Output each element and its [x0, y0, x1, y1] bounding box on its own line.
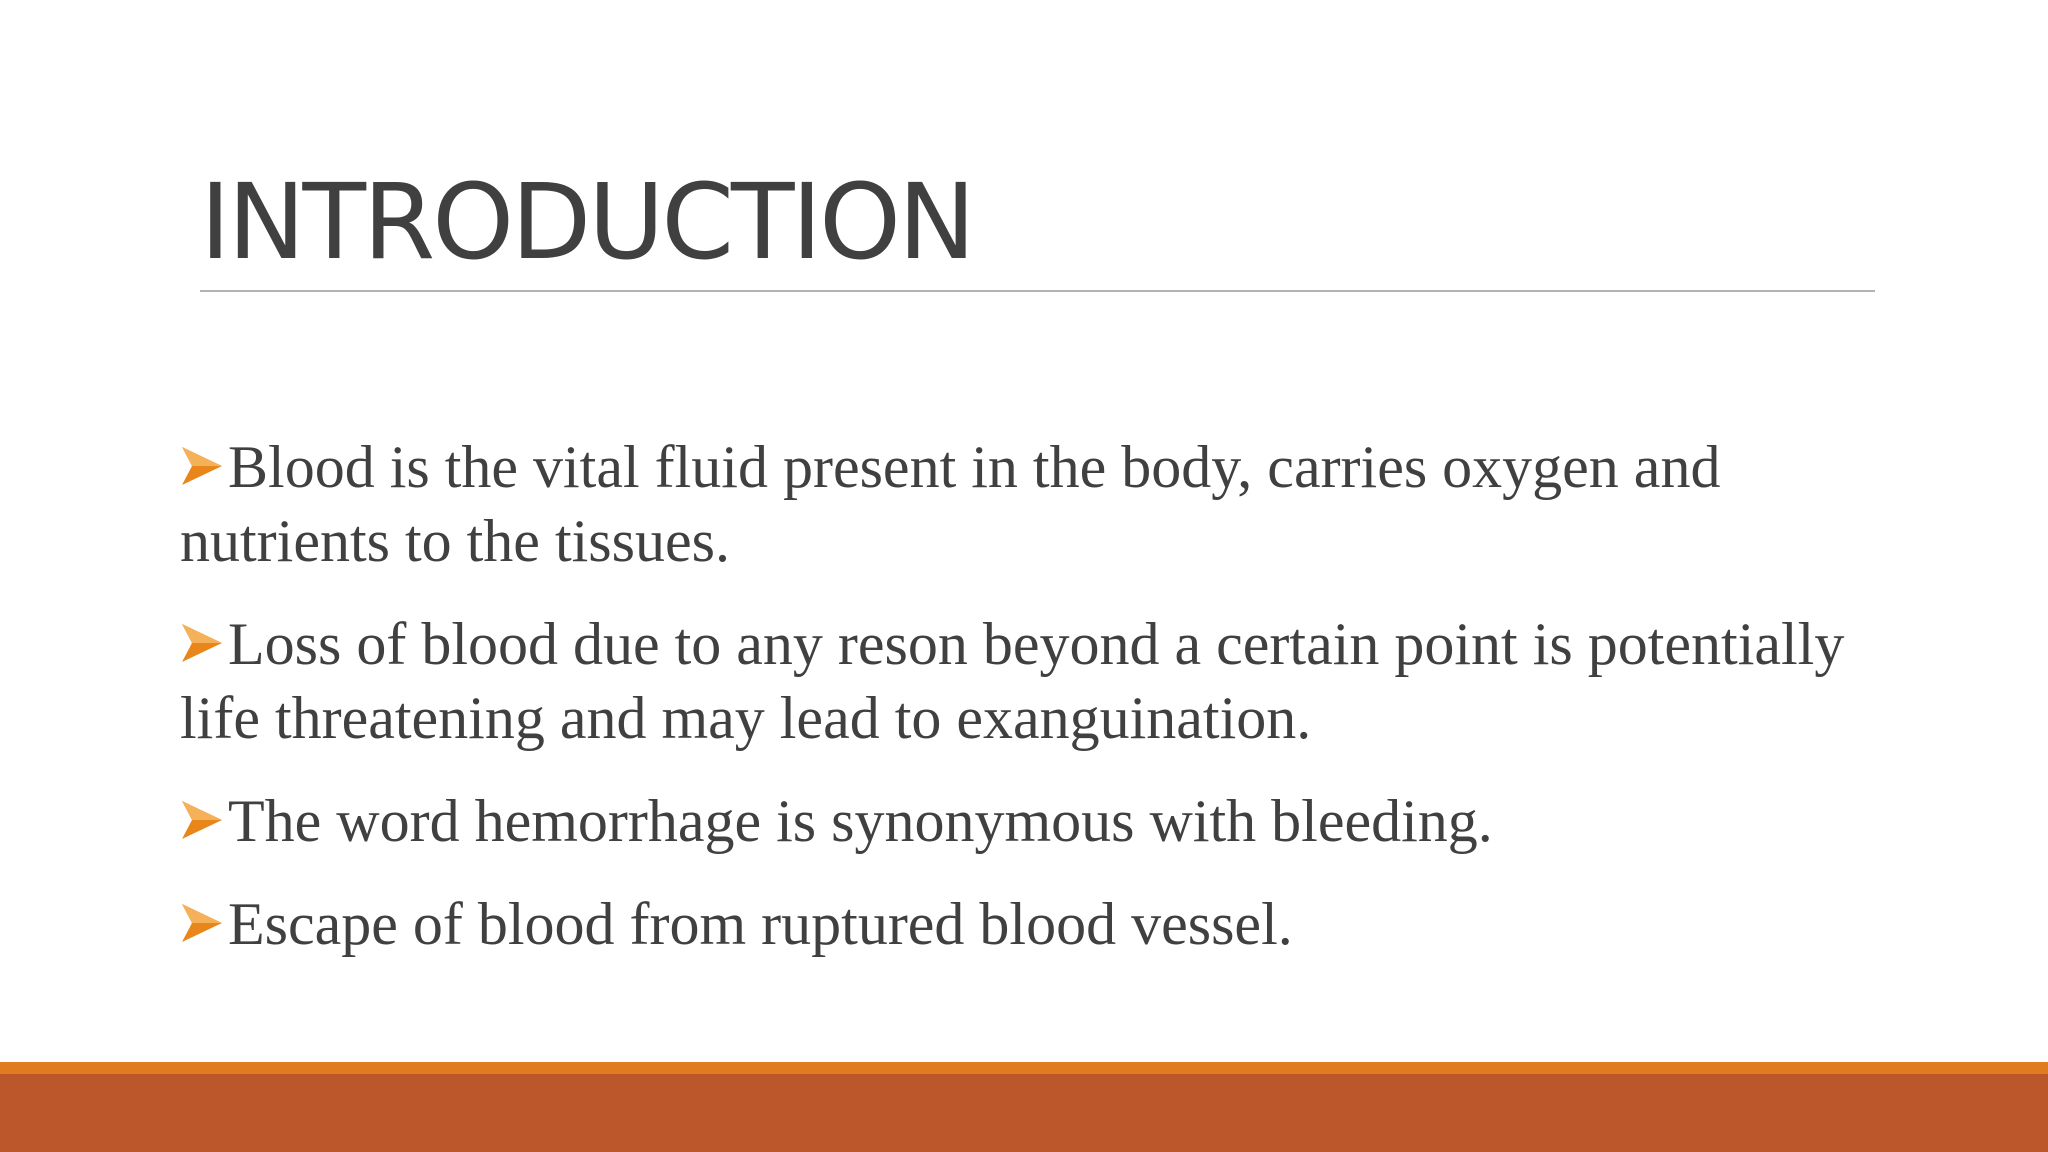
bullet-item [180, 784, 1860, 858]
arrowhead-bullet-icon [180, 607, 228, 681]
bullet-text: Loss of blood due to any reson beyond a certain point is potentially life threatening and may lead to exanguination. [180, 611, 1845, 751]
footer-bar [0, 1074, 2048, 1152]
title-divider [200, 290, 1875, 292]
bullet-item [180, 607, 1860, 755]
bullet-item [180, 430, 1860, 578]
bullet-item [180, 887, 1860, 961]
slide-title: INTRODUCTION [200, 161, 973, 283]
arrowhead-bullet-icon [180, 430, 228, 504]
footer-accent-stripe [0, 1062, 2048, 1074]
arrowhead-bullet-icon [180, 887, 228, 961]
arrowhead-bullet-icon [180, 784, 228, 858]
bullet-list [180, 430, 1860, 990]
bullet-text: Blood is the vital fluid present in the body, carries oxygen and nutrients to the tissues. [180, 434, 1721, 574]
bullet-text: Escape of blood from ruptured blood vessel. [228, 891, 1293, 957]
bullet-text: The word hemorrhage is synonymous with bleeding. [228, 788, 1493, 854]
